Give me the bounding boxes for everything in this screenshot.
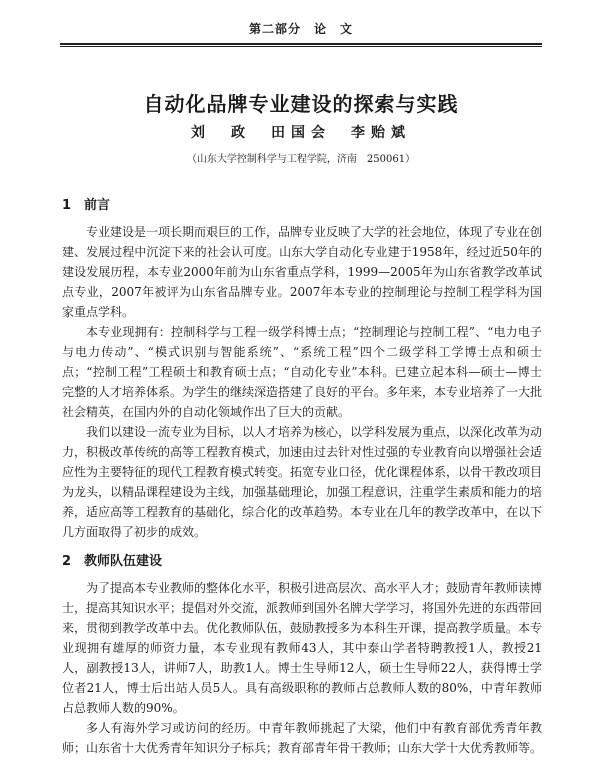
header-rule-thin <box>60 46 542 47</box>
section-number: 2 <box>62 554 72 569</box>
section-faculty <box>62 552 542 758</box>
paragraph: 专业建设是一项长期而艰巨的工作，品牌专业反映了大学的社会地位，体现了专业在创建、发展过程中沉淀下来的社会认可度。山东大学自动化专业建于1958年，经过近50年的建设发展历程，本专业2000年前为山东省重点学科，1999—2005年为山东省教学改革试点专业，2007年被评为山东省品牌专业。2007年本专业的控制理论与控制工程学科为国家重点学科。 <box>62 225 543 319</box>
section-title: 前言 <box>84 198 111 213</box>
paper-title: 自动化品牌专业建设的探索与实践 <box>143 92 459 116</box>
running-header: 第二部分 论 文 <box>248 22 353 36</box>
paper-affiliation: （山东大学控制科学与工程学院，济南 250061） <box>186 154 416 165</box>
paragraph: 本专业现拥有：控制科学与工程一级学科博士点；“控制理论与控制工程”、“电力电子与电力传动”、“模式识别与智能系统”、“系统工程”四个二级学科工学博士点和硕士点；“控制工程”工程硕士和教育硕士点；“自动化专业”本科。已建立起本科—硕士—博士完整的人才培养体系。为学生的继续深造搭建了良好的平台。多年来，本专业培养了一大批社会精英，在国内外的自动化领域作出了巨大的贡献。 <box>62 325 543 419</box>
section-number: 1 <box>62 198 72 213</box>
section-heading <box>62 196 542 216</box>
paragraph: 多人有海外学习或访问的经历。中青年教师挑起了大梁，他们中有教育部优秀青年教师；山东省十大优秀青年知识分子标兵；教育部青年骨干教师；山东大学十大优秀教师等。 <box>62 721 543 755</box>
paragraph: 为了提高本专业教师的整体化水平，积极引进高层次、高水平人才；鼓励青年教师读博士，提高其知识水平；提倡对外交流，派教师到国外名牌大学学习，将国外先进的东西带回来，贯彻到教学改革中去。优化教师队伍，鼓励教授多为本科生开课，提高教学质量。本专业现拥有雄厚的师资力量，本专业现有教师43人，其中泰山学者特聘教授1人，教授21人，副教授13人，讲师7人，助教1人。博士生导师12人，硕士生导师22人，获得博士学位者21人，博士后出站人员5人。具有高级职称的教师占总教师人数的80%，中青年教师占总教师人数的90%。 <box>62 581 543 715</box>
section-title: 教师队伍建设 <box>84 554 163 569</box>
section-spacer <box>62 542 542 552</box>
paper-authors: 刘 政 田国会 李贻斌 <box>191 125 411 141</box>
paper-body <box>62 196 542 758</box>
paragraph: 我们以建设一流专业为目标，以人才培养为核心，以学科发展为重点，以深化改革为动力，积极改革传统的高等工程教育模式，加速由过去针对性过强的专业教育向以增强社会适应性为主要特征的现代工程教育模式转变。拓宽专业口径，优化课程体系，以骨干教改项目为龙头，以精品课程建设为主线，加强基础理论，加强工程意识，注重学生素质和能力的培养，适应高等工程教育的基础化，综合化的改革趋势。本专业在几年的教学改革中，在以下几方面取得了初步的成效。 <box>62 425 543 539</box>
section-introduction <box>62 196 542 542</box>
header-rule <box>60 43 542 45</box>
section-heading <box>62 552 542 572</box>
